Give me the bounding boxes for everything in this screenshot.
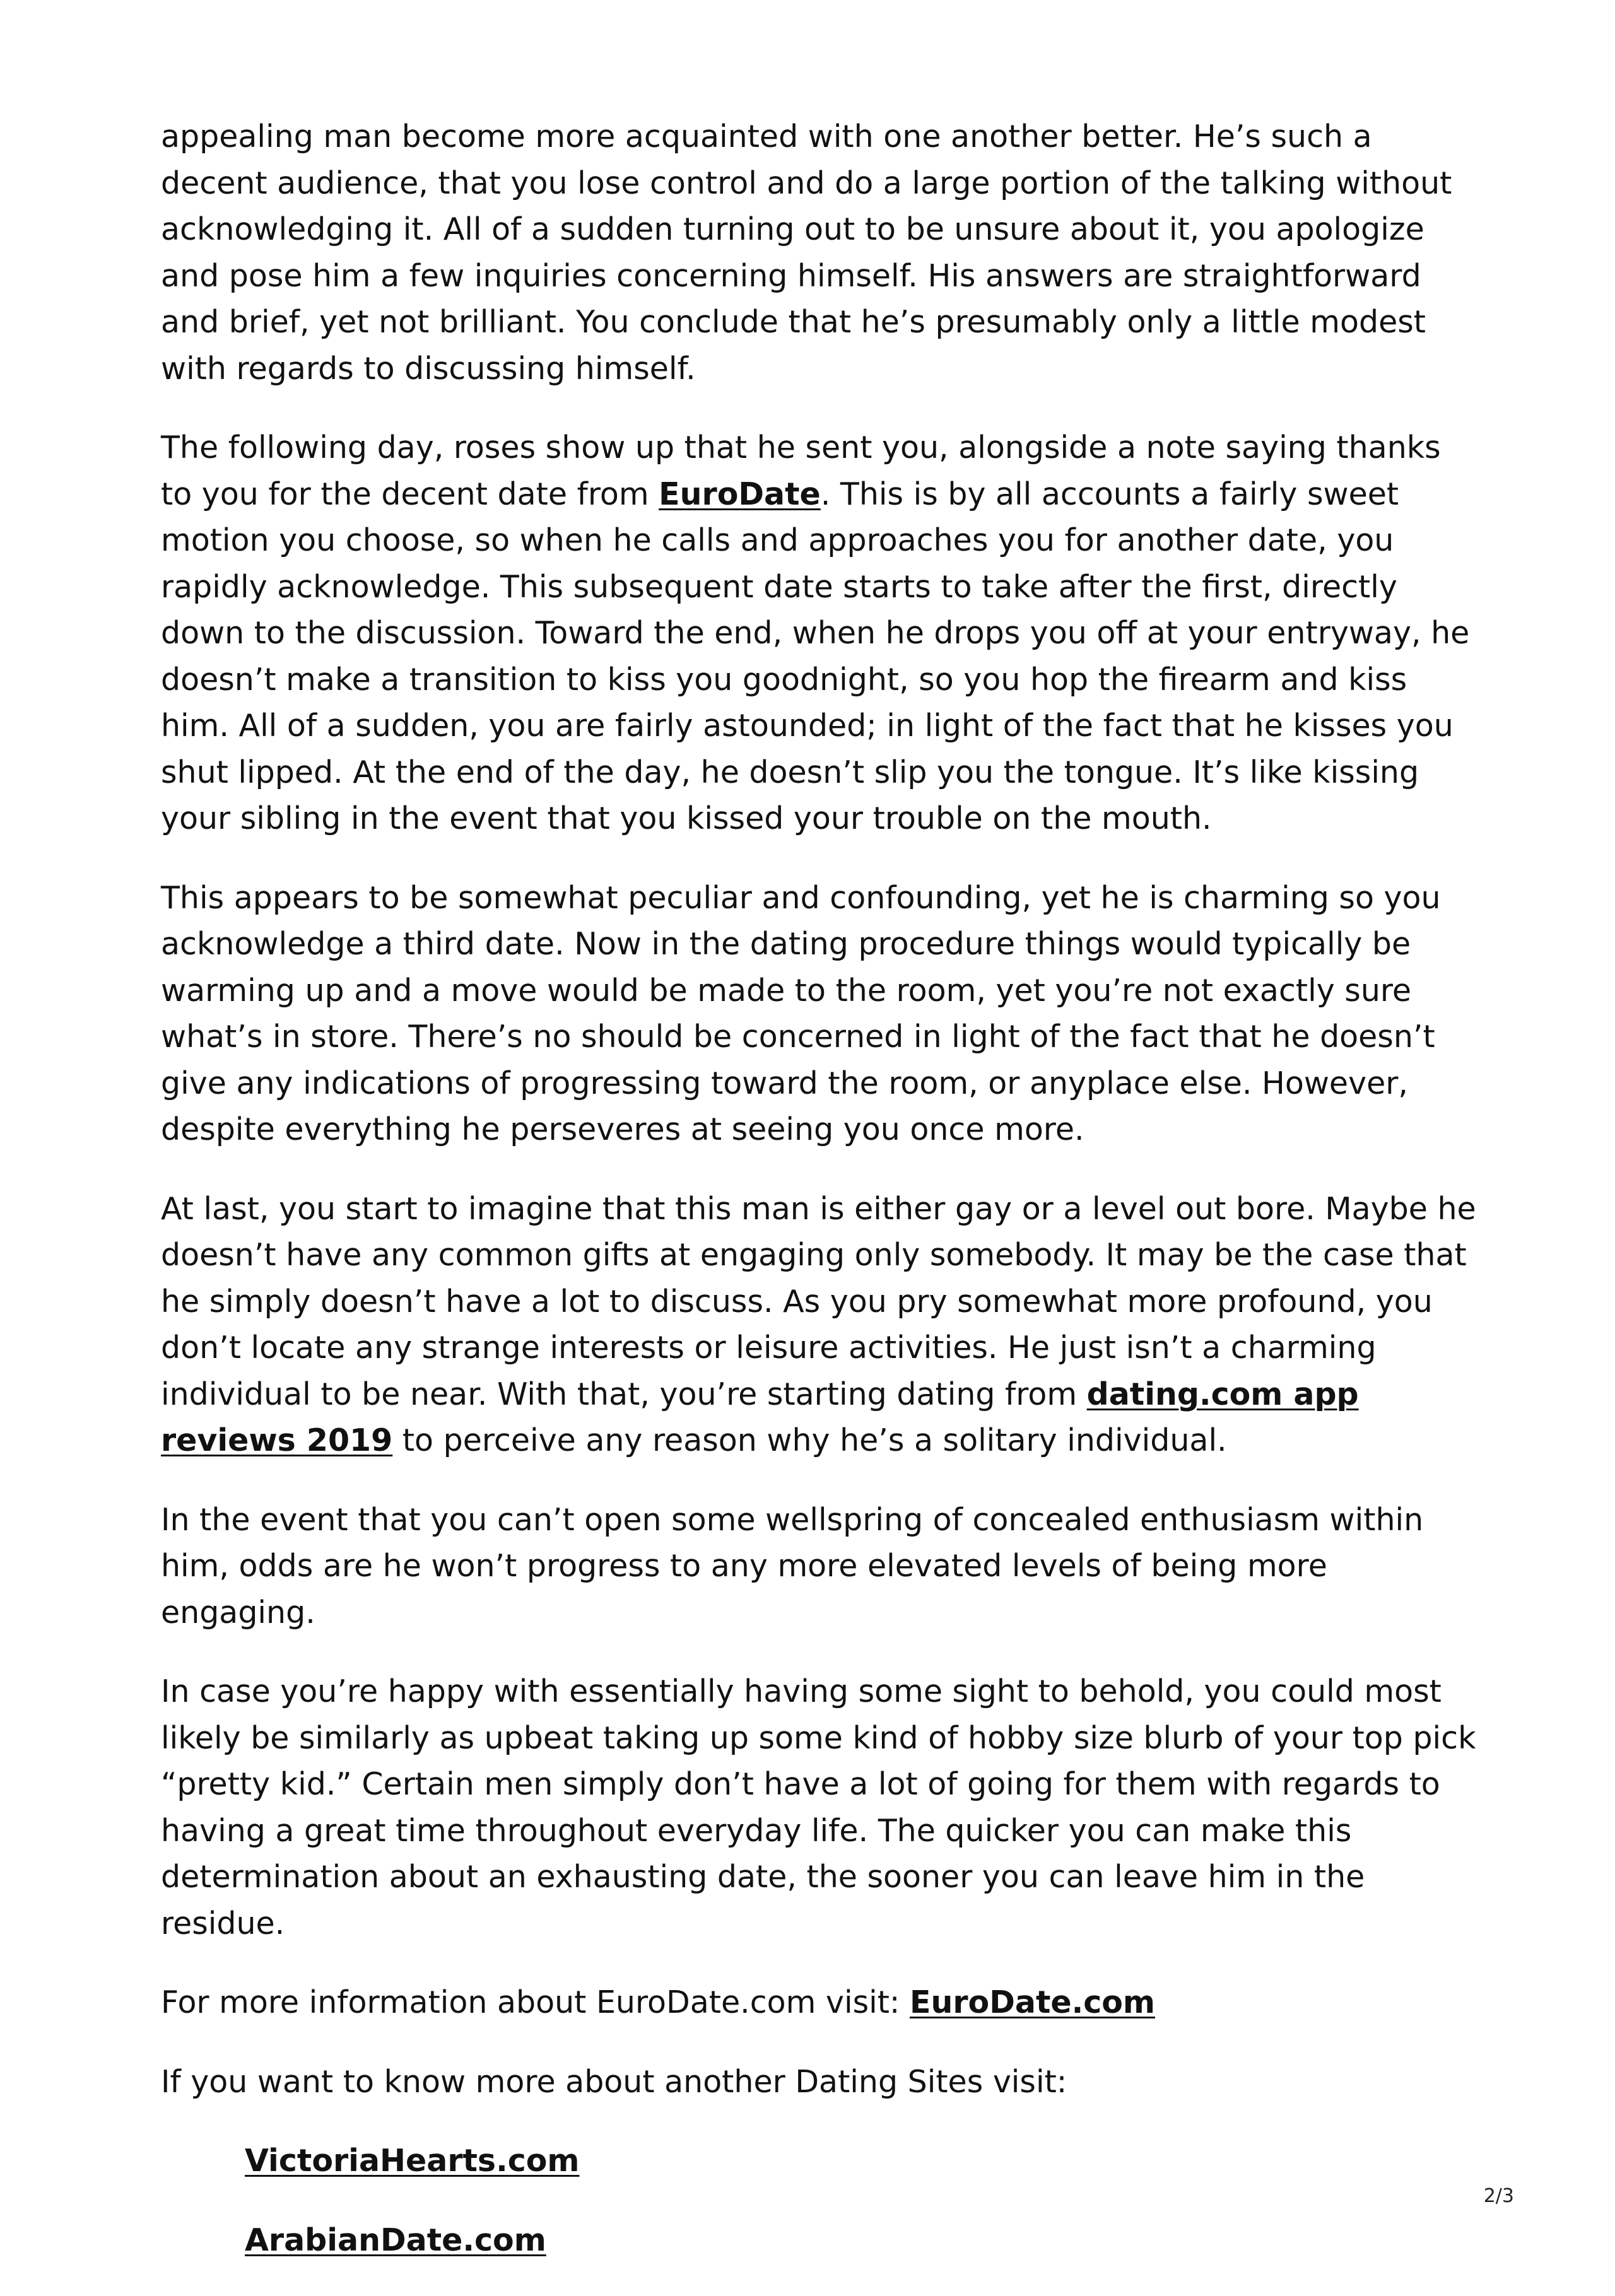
dating-com-reviews-link[interactable]: dating.com app reviews 2019 [161, 1376, 1359, 1458]
dating-sites-list [245, 2138, 1479, 2263]
paragraph-text: The following day, roses show up that he sent you, alongside a note saying thanks to you for the decent date from [161, 430, 1441, 512]
paragraph-text: At last, you start to imagine that this man is either gay or a level out bore. Maybe he doesn’t have any common gifts at engaging only somebody. It may be the case that he simply doesn’t have a lot to discuss. As you pry somewhat more profound, you don’t locate any strange interests or leisure activities. He just isn’t a charming individual to be near. With that, you’re starting dating from [161, 1190, 1476, 1412]
eurodate-com-link[interactable]: EuroDate.com [910, 1984, 1155, 2020]
document-body [161, 114, 1479, 2296]
paragraph-more-info [161, 1979, 1479, 2026]
paragraph-other-sites: If you want to know more about another Dating Sites visit: [161, 2063, 1067, 2100]
paragraph-enthusiasm: In the event that you can’t open some wellspring of concealed enthusiasm within him, odds are he won’t progress to any more elevated levels of being more engaging. [161, 1501, 1424, 1631]
victoriahearts-link[interactable]: VictoriaHearts.com [245, 2143, 580, 2179]
paragraph-at-last [161, 1186, 1479, 1464]
arabiandate-link[interactable]: ArabianDate.com [245, 2222, 546, 2258]
paragraph-sight: In case you’re happy with essentially having some sight to behold, you could most likely be similarly as upbeat taking up some kind of hobby size blurb of your top pick “pretty kid.” Certain men simply don’t have a lot of going for them with regards to having a great time throughout everyday life. The quicker you can make this determination about an exhausting date, the sooner you can leave him in the residue. [161, 1673, 1476, 1942]
paragraph-text: For more information about EuroDate.com visit: [161, 1984, 910, 2020]
page-number: 2/3 [1483, 2185, 1514, 2207]
paragraph-text: to perceive any reason why he’s a solitary individual. [392, 1422, 1227, 1458]
paragraph-third-date: This appears to be somewhat peculiar and confounding, yet he is charming so you acknowledge a third date. Now in the dating procedure things would typically be warming up and a move would be made to the room, yet you’re not exactly sure what’s in store. There’s no should be concerned in light of the fact that he doesn’t give any indications of progressing toward the room, or anyplace else. However, despite everything he perseveres at seeing you once more. [161, 879, 1441, 1147]
list-item [245, 2217, 1479, 2264]
paragraph-text: . This is by all accounts a fairly sweet motion you choose, so when he calls and approaches you for another date, you rapidly acknowledge. This subsequent date starts to take after the first, directly down to the discussion. Toward the end, when he drops you off at your entryway, he doesn’t make a transition to kiss you goodnight, so you hop the firearm and kiss him. All of a sudden, you are fairly astounded; in light of the fact that he kisses you shut lipped. At the end of the day, he doesn’t slip you the tongue. It’s like kissing your sibling in the event that you kissed your trouble on the mouth. [161, 476, 1470, 836]
eurodate-link[interactable]: EuroDate [659, 476, 821, 512]
list-item [245, 2138, 1479, 2184]
paragraph-intro: appealing man become more acquainted with one another better. He’s such a decent audience, that you lose control and do a large portion of the talking without acknowledging it. All of a sudden turning out to be unsure about it, you apologize and pose him a few inquiries concerning himself. His answers are straightforward and brief, yet not brilliant. You conclude that he’s presumably only a little modest with regards to discussing himself. [161, 119, 1452, 387]
paragraph-roses [161, 425, 1479, 842]
